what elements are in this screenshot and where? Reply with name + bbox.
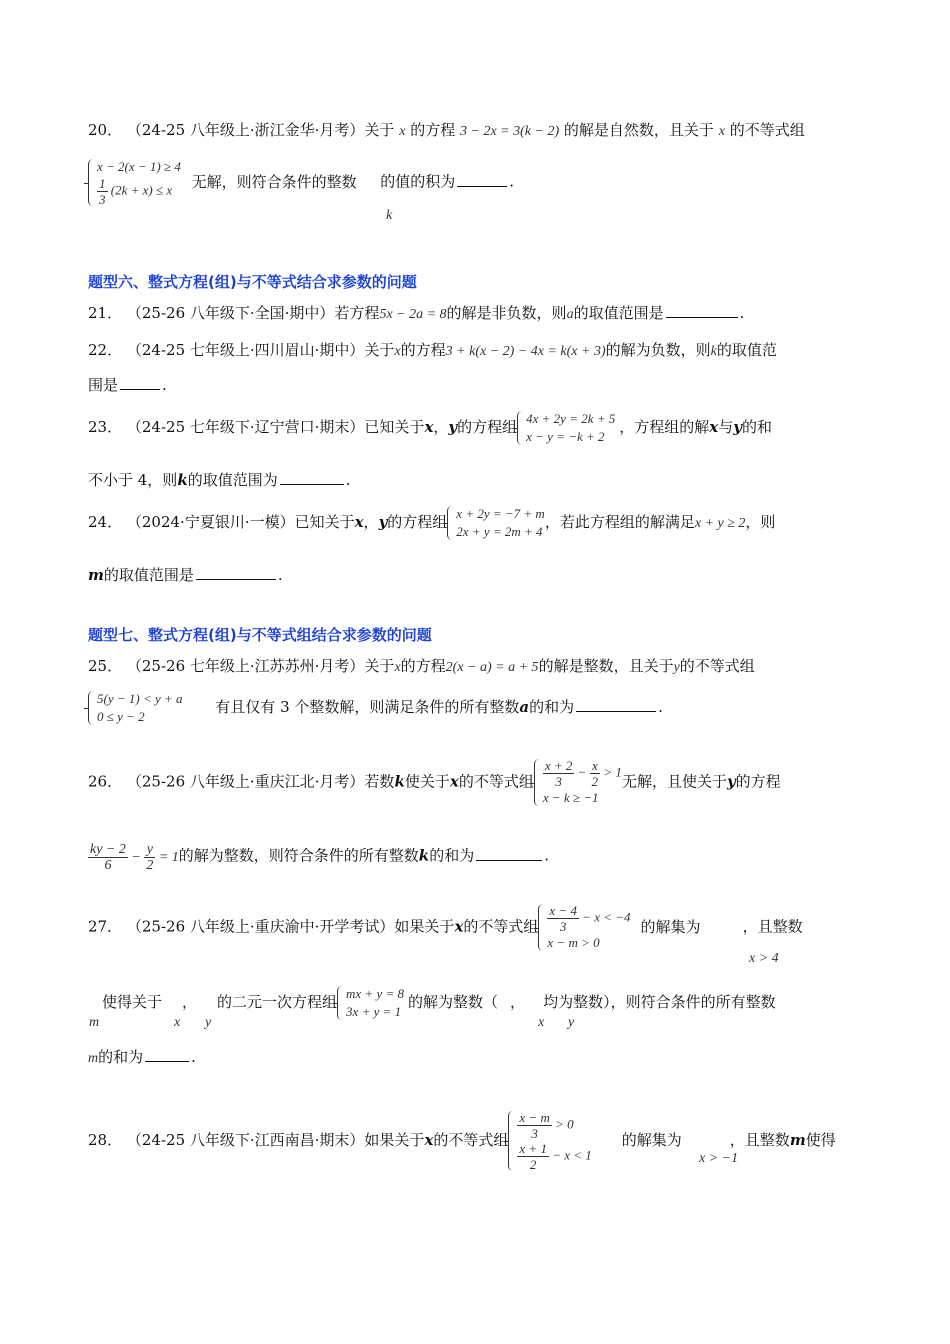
system-row: $\frac{x - 4}{3}$ − x < −4 bbox=[549, 903, 631, 934]
problem-27-line-2: 使得关于 ， 的二元一次方程组 mx + y = 8 3x + y = 1 的解为整数（ ， 均为整数），则符合条件的所有整数 bbox=[102, 986, 776, 1019]
problem-number: 26． bbox=[88, 772, 123, 791]
answer-blank[interactable] bbox=[280, 470, 344, 485]
problem-27-line-3: m的和为 . bbox=[88, 1048, 196, 1066]
problem-number: 21． bbox=[88, 304, 123, 322]
text: 的不等式组 bbox=[679, 657, 755, 675]
text: 的方程 bbox=[400, 341, 446, 359]
system-row: x − k ≥ −1 bbox=[542, 790, 599, 805]
problem-source: （25-26 八年级上·重庆江北·月考）若数 bbox=[126, 772, 395, 791]
text: 无解，则符合条件的整数 bbox=[191, 172, 357, 191]
problem-number: 22． bbox=[88, 341, 123, 359]
text: 的二元一次方程组 bbox=[217, 993, 338, 1011]
text: 的解为整数，则符合条件的所有整数 bbox=[178, 846, 419, 865]
text: 的取值范围是 bbox=[103, 566, 194, 584]
text: 的不等式组 bbox=[458, 772, 534, 791]
text: 均为整数），则符合条件的所有整数 bbox=[543, 993, 776, 1011]
problem-number: 20． bbox=[88, 121, 123, 139]
text: ，且整数 bbox=[742, 917, 803, 936]
section-heading-6: 题型六、整式方程(组)与不等式结合求参数的问题 bbox=[88, 273, 417, 291]
problem-22-line-1 bbox=[88, 339, 868, 363]
math-var: x bbox=[394, 344, 401, 359]
problem-26-line-1 bbox=[88, 758, 868, 807]
math-var: x bbox=[718, 124, 725, 139]
problem-number: 27． bbox=[88, 917, 123, 936]
text: 的和为 bbox=[529, 698, 575, 716]
problem-number: 28． bbox=[88, 1131, 123, 1149]
answer-blank[interactable] bbox=[476, 846, 542, 861]
text: 使得关于 bbox=[102, 993, 163, 1011]
text: 的方程组 bbox=[457, 418, 518, 436]
text: 的解集为 bbox=[621, 1131, 682, 1149]
problem-28-line-1 bbox=[88, 1110, 868, 1172]
system-row: 2x + y = 2m + 4 bbox=[456, 524, 543, 539]
math-var: k bbox=[394, 772, 405, 791]
math-var: y bbox=[378, 513, 388, 531]
answer-blank[interactable] bbox=[196, 565, 276, 580]
text: 无解，且使关于 bbox=[621, 772, 727, 791]
problem-source: （2024·宁夏银川·一模）已知关于 bbox=[126, 513, 355, 531]
problem-source: （24-25 八年级下·江西南昌·期末）如果关于 bbox=[126, 1131, 425, 1149]
math-var: y bbox=[568, 1015, 575, 1030]
problem-source: （24-25 八年级上·浙江金华·月考）关于 bbox=[126, 121, 395, 139]
math-var: a bbox=[566, 307, 574, 322]
problem-25-line-1 bbox=[88, 655, 868, 679]
problem-21: 21． （25-26 八年级下·全国·期中）若方程5x − 2a = 8的解是非负数，则a的取值范围是 . bbox=[88, 304, 745, 322]
condition: x + y ≥ 2 bbox=[694, 516, 746, 531]
math-var: m bbox=[88, 1051, 99, 1066]
fraction: $\frac{x - 4}{3}$ bbox=[549, 903, 577, 934]
text: ，方程组的解 bbox=[619, 418, 710, 436]
system-row: $\frac{x + 2}{3}$ − $\frac{x}{2}$ > 1 bbox=[544, 758, 622, 789]
problem-number: 25． bbox=[88, 657, 123, 675]
problem-24-line-2: m的取值范围是 . bbox=[88, 566, 283, 584]
equation: 5x − 2a = 8 bbox=[379, 307, 447, 322]
answer-blank[interactable] bbox=[576, 697, 656, 712]
math-var: y bbox=[726, 772, 736, 791]
inequality-system bbox=[538, 903, 630, 952]
math-var: x bbox=[354, 513, 364, 531]
equation: 3 − 2x = 3(k − 2) bbox=[460, 124, 560, 139]
system-row: x − 2(x − 1) ≥ 4 bbox=[97, 159, 181, 174]
equation-system bbox=[337, 985, 404, 1021]
math-var: m bbox=[789, 1131, 806, 1149]
system-row: 5(y − 1) < y + a bbox=[97, 691, 183, 706]
solution-set: x > 4 bbox=[749, 951, 779, 966]
fraction: $\frac{x - m}{3}$ bbox=[519, 1110, 550, 1141]
math-var: m bbox=[89, 1015, 100, 1030]
answer-blank[interactable] bbox=[666, 303, 738, 318]
equation: 3 + k(x − 2) − 4x = k(x + 3) bbox=[445, 344, 606, 359]
problem-source: （24-25 七年级下·辽宁营口·期末）已知关于 bbox=[126, 418, 425, 436]
problem-27-line-1 bbox=[88, 903, 868, 952]
math-var: x bbox=[399, 124, 406, 139]
text: 的解集为 bbox=[640, 917, 701, 936]
system-row: 4x + 2y = 2k + 5 bbox=[526, 411, 616, 426]
equation: $\frac{ky - 2}{6}$ − $\frac{y}{2}$ = 1 bbox=[90, 842, 179, 873]
text: 的不等式组 bbox=[463, 917, 539, 936]
system-row bbox=[97, 176, 181, 207]
inequality-system bbox=[88, 690, 183, 726]
math-var: y bbox=[448, 418, 458, 436]
math-var: y bbox=[673, 660, 680, 675]
fraction: $\frac{1}{3}$ bbox=[99, 176, 106, 207]
equation: 2(x − a) = a + 5 bbox=[445, 660, 539, 675]
text: 的不等式组 bbox=[433, 1131, 509, 1149]
problem-26-line-2: $\frac{ky - 2}{6}$ − $\frac{y}{2}$ = 1的解为整数，则符合条件的所有整数k的和为 . bbox=[90, 842, 549, 873]
text: 的取值范围为 bbox=[187, 471, 278, 489]
math-var: x bbox=[538, 1015, 545, 1030]
system-row: x + 2y = −7 + m bbox=[456, 506, 545, 521]
text: (2k + x) ≤ x bbox=[110, 182, 173, 198]
text: 的解是自然数，且关于 bbox=[563, 121, 714, 139]
answer-blank[interactable] bbox=[120, 375, 160, 390]
system-row: x − y = −k + 2 bbox=[526, 429, 605, 444]
text: 的解是整数，且关于 bbox=[538, 657, 674, 675]
problem-number: 24． bbox=[88, 513, 123, 531]
text: 不小于 4，则 bbox=[88, 471, 178, 489]
problem-20-line-2: x − 2(x − 1) ≥ 4 $\frac{1}{3}$ (2k + x) ≤ x 无解，则符合条件的整数 的值的积为 . bbox=[88, 158, 868, 207]
answer-blank[interactable] bbox=[145, 1047, 189, 1062]
math-var: x bbox=[394, 660, 401, 675]
text: 的解为整数（ bbox=[408, 993, 499, 1011]
fraction: $\frac{y}{2}$ bbox=[146, 842, 154, 873]
problem-source: （25-26 八年级下·全国·期中）若方程 bbox=[126, 304, 380, 322]
system-row: $\frac{x - m}{3}$ > 0 bbox=[519, 1110, 574, 1141]
system-row: mx + y = 8 bbox=[346, 986, 405, 1001]
fraction: $\frac{ky - 2}{6}$ bbox=[90, 842, 126, 873]
text: 的解为负数，则 bbox=[605, 341, 711, 359]
inequality-system bbox=[88, 158, 181, 207]
math-var: k bbox=[386, 208, 393, 223]
inequality-system bbox=[534, 758, 622, 807]
fraction: $\frac{x + 1}{2}$ bbox=[519, 1141, 547, 1172]
text: 的方程 bbox=[400, 657, 446, 675]
text: 的方程 bbox=[735, 772, 781, 791]
problem-source: （24-25 七年级上·四川眉山·期中）关于 bbox=[126, 341, 395, 359]
fraction: $\frac{x + 2}{3}$ bbox=[544, 758, 573, 789]
answer-blank[interactable] bbox=[457, 172, 507, 187]
problem-23-line-2: 不小于 4，则k的取值范围为 . bbox=[88, 471, 351, 489]
text: ，若此方程组的解满足 bbox=[544, 513, 695, 531]
text: 的取值范围是 bbox=[573, 304, 664, 322]
text: 的值的积为 bbox=[380, 172, 456, 191]
math-var: x bbox=[454, 917, 464, 936]
math-var: k bbox=[710, 344, 717, 359]
text: ，则 bbox=[745, 513, 776, 531]
text: 的和为 bbox=[98, 1048, 144, 1066]
text: 使关于 bbox=[404, 772, 450, 791]
problem-source: （25-26 八年级上·重庆渝中·开学考试）如果关于 bbox=[126, 917, 455, 936]
math-var: y bbox=[205, 1015, 212, 1030]
text: 围是 bbox=[88, 376, 119, 394]
system-row: $\frac{x + 1}{2}$ − x < 1 bbox=[519, 1141, 592, 1172]
system-row: x − m > 0 bbox=[547, 935, 600, 950]
inequality-system bbox=[508, 1110, 591, 1172]
math-var: m bbox=[88, 566, 104, 584]
text: 使得 bbox=[805, 1131, 836, 1149]
text: 的方程组 bbox=[387, 513, 448, 531]
text: 的不等式组 bbox=[729, 121, 805, 139]
math-var: k bbox=[177, 471, 188, 489]
text: ，且整数 bbox=[729, 1131, 790, 1149]
problem-20-line-1 bbox=[88, 119, 868, 143]
text: 的和为 bbox=[429, 846, 475, 865]
text: 的取值范 bbox=[716, 341, 777, 359]
text: 有且仅有 3 个整数解，则满足条件的所有整数 bbox=[215, 698, 520, 716]
math-var: x bbox=[449, 772, 459, 791]
text: 的方程 bbox=[410, 121, 456, 139]
problem-25-line-2: 5(y − 1) < y + a 0 ≤ y − 2 有且仅有 3 个整数解，则满足条件的所有整数a的和为 . bbox=[88, 690, 868, 726]
fraction: $\frac{x}{2}$ bbox=[591, 758, 599, 789]
problem-23-line-1: 23． （24-25 七年级下·辽宁营口·期末）已知关于x，y的方程组 4x + 2y = 2k + 5 x − y = −k + 2 ，方程组的解x与y的和 bbox=[88, 411, 772, 444]
math-var: a bbox=[519, 698, 530, 716]
solution-set: x > −1 bbox=[699, 1151, 739, 1166]
math-var: x bbox=[174, 1015, 181, 1030]
problem-source: （25-26 七年级上·江苏苏州·月考）关于 bbox=[126, 657, 395, 675]
system-row: 3x + y = 1 bbox=[346, 1004, 402, 1019]
equation-system bbox=[517, 410, 615, 446]
math-var: x bbox=[424, 418, 434, 436]
problem-number: 23． bbox=[88, 418, 123, 436]
text: 的解是非负数，则 bbox=[446, 304, 567, 322]
problem-24-line-1: 24． （2024·宁夏银川·一模）已知关于x，y的方程组 x + 2y = −7 + m 2x + y = 2m + 4 ，若此方程组的解满足x + y ≥ 2，则 bbox=[88, 506, 776, 539]
problem-22-line-2: 围是 . bbox=[88, 376, 167, 394]
system-row: 0 ≤ y − 2 bbox=[97, 709, 145, 724]
section-heading-7: 题型七、整式方程(组)与不等式组结合求参数的问题 bbox=[88, 626, 432, 644]
math-var: x bbox=[424, 1131, 434, 1149]
equation-system bbox=[447, 505, 545, 541]
